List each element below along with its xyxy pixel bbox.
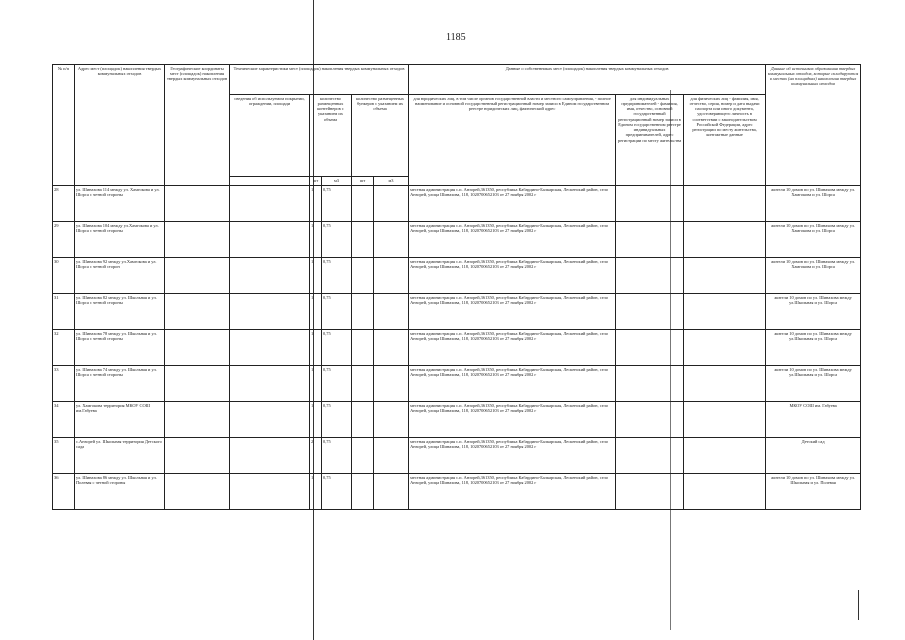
cell-bunkers-pcs [352,186,374,222]
cell-owner-person [684,258,766,294]
cell-bunkers-pcs [352,258,374,294]
cell-surface [230,366,310,402]
cell-address: ул. Шинахова 92 между ул.Хамгокова и ул. Шорса с четной сторон [75,258,165,294]
cell-owner-person [684,402,766,438]
cell-containers-pcs: 2 [310,438,322,474]
cell-bunkers-pcs [352,222,374,258]
table-row [53,294,861,330]
cell-num: 31 [53,294,75,330]
cell-bunkers-m3 [374,366,409,402]
cell-bunkers-pcs [352,402,374,438]
cell-source: жители 10 домов по ул. Шинахова между ул. Школьная и ул. Полевая [766,474,861,510]
table-row [53,186,861,222]
header-address: Адрес мест (площадок) накопления твердых коммунальных отходов [75,65,165,186]
cell-surface [230,474,310,510]
cell-source: жители 10 домов по ул. Шинахова между ул. Хамгокова и ул. Шорса [766,186,861,222]
cell-surface [230,222,310,258]
header-owner-ip: для индивидуальных предпринимателей - фамилия, имя, отчество, основной государственный регистрационный номер записи в Едином государственном реестре индивидуальных предпринимателей, адрес регистрации по месту жительства [616,95,684,186]
cell-bunkers-m3 [374,402,409,438]
cell-bunkers-m3 [374,258,409,294]
cell-geo [165,474,230,510]
cell-bunkers-pcs [352,330,374,366]
cell-owner-person [684,330,766,366]
cell-address: ул. Шинахова 104 между ул.Хамгокова и ул. Шорса с четной стороны [75,222,165,258]
cell-source: Детский сад [766,438,861,474]
cell-geo [165,438,230,474]
cell-num: 36 [53,474,75,510]
table-row [53,258,861,294]
cell-owner-legal: местная администрация с.п. Анзорей,361350, республика Кабардино-Балкарская, Лескенский район, село Анзорей, улица Шинахова, 118, 1020700652103 от 27 ноября 2002 г [409,258,616,294]
cell-containers-m3: 0,75 [322,438,352,474]
cell-address: с.Анзорей ул. Школьная территория Детского сада [75,438,165,474]
cell-owner-person [684,366,766,402]
table-row [53,366,861,402]
header-owner: Данные о собственниках мест (площадок) накопления твердых коммунальных отходов [409,65,766,95]
cell-bunkers-m3 [374,474,409,510]
cell-source: жители 10 домов по ул. Шинахова между ул.Школьная и ул. Шорса [766,330,861,366]
cell-bunkers-pcs [352,366,374,402]
header-row-top [53,65,861,95]
scan-artifact-line [858,590,859,620]
cell-surface [230,258,310,294]
cell-containers-pcs: 1 [310,330,322,366]
cell-owner-ip [616,186,684,222]
cell-containers-m3: 0,75 [322,294,352,330]
cell-geo [165,186,230,222]
cell-containers-m3: 0,75 [322,186,352,222]
cell-bunkers-pcs [352,438,374,474]
cell-address: ул. Шинахова 114 между ул. Хамгокова и ул. Шорса с четной стороны [75,186,165,222]
cell-bunkers-pcs [352,474,374,510]
header-num: № п/п [53,65,75,186]
cell-owner-ip [616,330,684,366]
cell-owner-legal: местная администрация с.п. Анзорей,361350, республика Кабардино-Балкарская, Лескенский район, село Анзорей, улица Шинахова, 118, 1020700652103 от 27 ноября 2002 г [409,402,616,438]
header-tech-surface: сведения об используемом покрытии, ограждении, площади [230,95,310,177]
cell-surface [230,402,310,438]
cell-surface [230,294,310,330]
cell-address: ул. Хамгокова территория МКОУ СОШ им.Габуева [75,402,165,438]
header-tech-bunkers: количество размещенных бункеров с указанием их объема [352,95,409,177]
cell-geo [165,294,230,330]
cell-owner-ip [616,366,684,402]
cell-num: 32 [53,330,75,366]
header-tech: Технические характеристики мест (площадок) накопления твердых коммунальных отходов [230,65,409,95]
cell-bunkers-m3 [374,438,409,474]
cell-num: 29 [53,222,75,258]
header-unit-pcs: шт [352,177,374,186]
cell-owner-ip [616,222,684,258]
cell-owner-ip [616,402,684,438]
cell-geo [165,402,230,438]
cell-containers-pcs: 1 [310,258,322,294]
cell-containers-pcs: 1 [310,366,322,402]
cell-owner-person [684,474,766,510]
cell-surface [230,330,310,366]
cell-containers-pcs: 1 [310,222,322,258]
header-owner-legal: для юридических лиц, в том числе органов государственной власти и местного самоуправления, - полное наименование и основной государственный регистрационный номер записи в Едином государственном реестре юридических лиц, фактический адрес [409,95,616,186]
cell-geo [165,222,230,258]
cell-address: ул. Шинахова 86 между ул. Школьная и ул. Полевая с четной стороны [75,474,165,510]
cell-owner-legal: местная администрация с.п. Анзорей,361350, республика Кабардино-Балкарская, Лескенский район, село Анзорей, улица Шинахова, 118, 1020700652103 от 27 ноября 2002 г [409,186,616,222]
cell-address: ул. Шинахова 82 между ул. Школьная и ул. Шорса с четной стороны [75,294,165,330]
registry-table [52,64,861,510]
cell-owner-legal: местная администрация с.п. Анзорей,361350, республика Кабардино-Балкарская, Лескенский район, село Анзорей, улица Шинахова, 118, 1020700652103 от 27 ноября 2002 г [409,474,616,510]
cell-bunkers-m3 [374,294,409,330]
table-row [53,222,861,258]
header-geo: Географические координаты мест (площадок) накопления твердых коммунальных отходов [165,65,230,186]
table-row [53,330,861,366]
cell-containers-m3: 0,75 [322,474,352,510]
header-owner-person: для физических лиц - фамилия, имя, отчество, серия, номер и дата выдачи паспорта или иного документа, удостоверяющего личность в соответствии с законодательством Российской Федерации, адрес регистрации по месту жительства, контактные данные [684,95,766,186]
cell-source: жители 10 домов по ул. Шинахова между ул.Школьная и ул. Шорса [766,366,861,402]
cell-num: 33 [53,366,75,402]
cell-owner-ip [616,438,684,474]
cell-address: ул. Шинахова 78 между ул. Школьная и ул. Шорса с четной стороны [75,330,165,366]
cell-geo [165,366,230,402]
cell-containers-m3: 0,75 [322,402,352,438]
cell-geo [165,258,230,294]
cell-containers-m3: 0,75 [322,330,352,366]
cell-owner-legal: местная администрация с.п. Анзорей,361350, республика Кабардино-Балкарская, Лескенский район, село Анзорей, улица Шинахова, 118, 1020700652103 от 27 ноября 2002 г [409,330,616,366]
header-unit-pcs: шт [310,177,322,186]
cell-surface [230,186,310,222]
cell-owner-legal: местная администрация с.п. Анзорей,361350, республика Кабардино-Балкарская, Лескенский район, село Анзорей, улица Шинахова, 118, 1020700652103 от 27 ноября 2002 г [409,366,616,402]
cell-containers-pcs: 1 [310,186,322,222]
cell-owner-legal: местная администрация с.п. Анзорей,361350, республика Кабардино-Балкарская, Лескенский район, село Анзорей, улица Шинахова, 118, 1020700652103 от 27 ноября 2002 г [409,438,616,474]
table-row [53,402,861,438]
cell-owner-ip [616,258,684,294]
cell-bunkers-m3 [374,330,409,366]
cell-source: жители 10 домов по ул. Шинахова между ул. Хамгокова и ул. Шорса [766,222,861,258]
cell-source: жители 10 домов по ул. Шинахова между ул.Школьная и ул. Шорса [766,294,861,330]
cell-owner-ip [616,294,684,330]
cell-num: 34 [53,402,75,438]
cell-bunkers-m3 [374,186,409,222]
table-body [53,186,861,510]
cell-source: жители 10 домов по ул. Шинахова между ул. Хамгокова и ул. Шорса [766,258,861,294]
cell-containers-pcs: 1 [310,474,322,510]
cell-owner-legal: местная администрация с.п. Анзорей,361350, республика Кабардино-Балкарская, Лескенский район, село Анзорей, улица Шинахова, 118, 1020700652103 от 27 ноября 2002 г [409,294,616,330]
page-number: 1185 [446,32,466,43]
cell-owner-person [684,186,766,222]
cell-owner-legal: местная администрация с.п. Анзорей,361350, республика Кабардино-Балкарская, Лескенский район, село Анзорей, улица Шинахова, 118, 1020700652103 от 27 ноября 2002 г [409,222,616,258]
cell-geo [165,330,230,366]
cell-owner-person [684,222,766,258]
cell-owner-ip [616,474,684,510]
cell-containers-pcs: 1 [310,402,322,438]
cell-containers-m3: 0,75 [322,258,352,294]
cell-address: ул. Шинахова 74 между ул. Школьная и ул. Шорса с четной стороны [75,366,165,402]
header-unit-m3: м3 [374,177,409,186]
cell-owner-person [684,438,766,474]
header-unit-empty [230,177,310,186]
cell-containers-pcs: 1 [310,294,322,330]
cell-surface [230,438,310,474]
cell-bunkers-pcs [352,294,374,330]
table-row [53,438,861,474]
header-sources: Данные об источниках образования твердых коммунальных отходов, которые складируются в местах (на площадках) накопления твердых коммунальных отходов [766,65,861,186]
cell-num: 35 [53,438,75,474]
cell-owner-person [684,294,766,330]
header-unit-m3: м3 [322,177,352,186]
cell-bunkers-m3 [374,222,409,258]
cell-num: 30 [53,258,75,294]
cell-source: МКОУ СОШ им. Габуева [766,402,861,438]
header-tech-containers: количество размещенных контейнеров с указанием их объема [310,95,352,177]
table-row [53,474,861,510]
cell-num: 28 [53,186,75,222]
cell-containers-m3: 0,75 [322,366,352,402]
cell-containers-m3: 0,75 [322,222,352,258]
